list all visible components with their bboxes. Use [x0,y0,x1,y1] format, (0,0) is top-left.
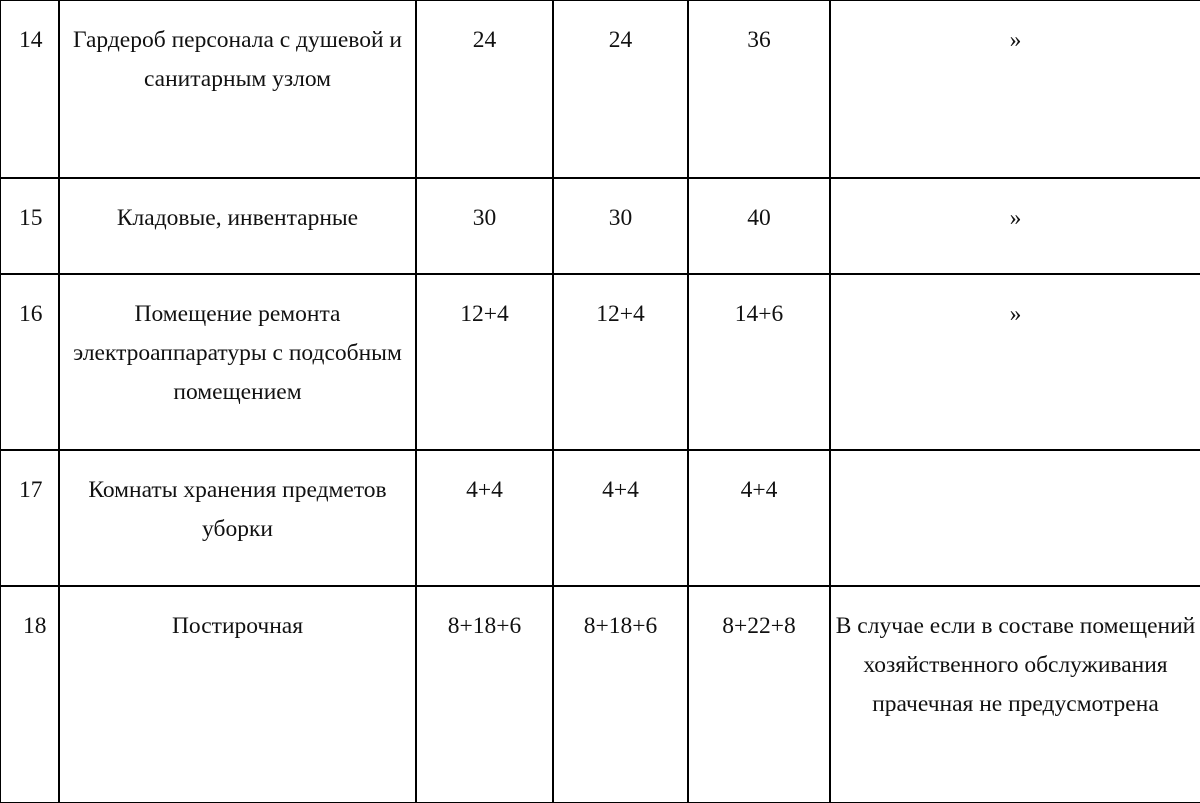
room-name-cell: Кладовые, инвентарные [59,178,416,274]
table-row [0,274,1200,450]
note-cell: » [830,0,1200,178]
value-cell-2: 30 [553,178,688,274]
row-number-cell: 14 [0,0,59,178]
note-cell: » [830,178,1200,274]
table-row [0,178,1200,274]
room-name-cell: Гардероб персонала с душевой и санитарным узлом [59,0,416,178]
value-cell-1: 4+4 [416,450,553,586]
row-number-cell: 15 [0,178,59,274]
value-cell-3: 8+22+8 [688,586,830,803]
value-cell-2: 4+4 [553,450,688,586]
value-cell-2: 24 [553,0,688,178]
table-row [0,586,1200,803]
value-cell-1: 24 [416,0,553,178]
room-name-cell: Комнаты хранения предметов уборки [59,450,416,586]
room-name-cell: Постирочная [59,586,416,803]
value-cell-3: 4+4 [688,450,830,586]
note-cell: » [830,274,1200,450]
note-cell: В случае если в составе помещений хозяйственного обслуживания прачечная не предусмотрена [830,586,1200,803]
row-number-cell: 16 [0,274,59,450]
value-cell-1: 12+4 [416,274,553,450]
value-cell-1: 30 [416,178,553,274]
table-row [0,0,1200,178]
room-name-cell: Помещение ремонта электроаппаратуры с подсобным помещением [59,274,416,450]
value-cell-3: 40 [688,178,830,274]
value-cell-2: 12+4 [553,274,688,450]
value-cell-3: 14+6 [688,274,830,450]
table-row [0,450,1200,586]
value-cell-3: 36 [688,0,830,178]
value-cell-1: 8+18+6 [416,586,553,803]
note-cell [830,450,1200,586]
row-number-cell: 17 [0,450,59,586]
row-number-cell: 18 [0,586,59,803]
value-cell-2: 8+18+6 [553,586,688,803]
